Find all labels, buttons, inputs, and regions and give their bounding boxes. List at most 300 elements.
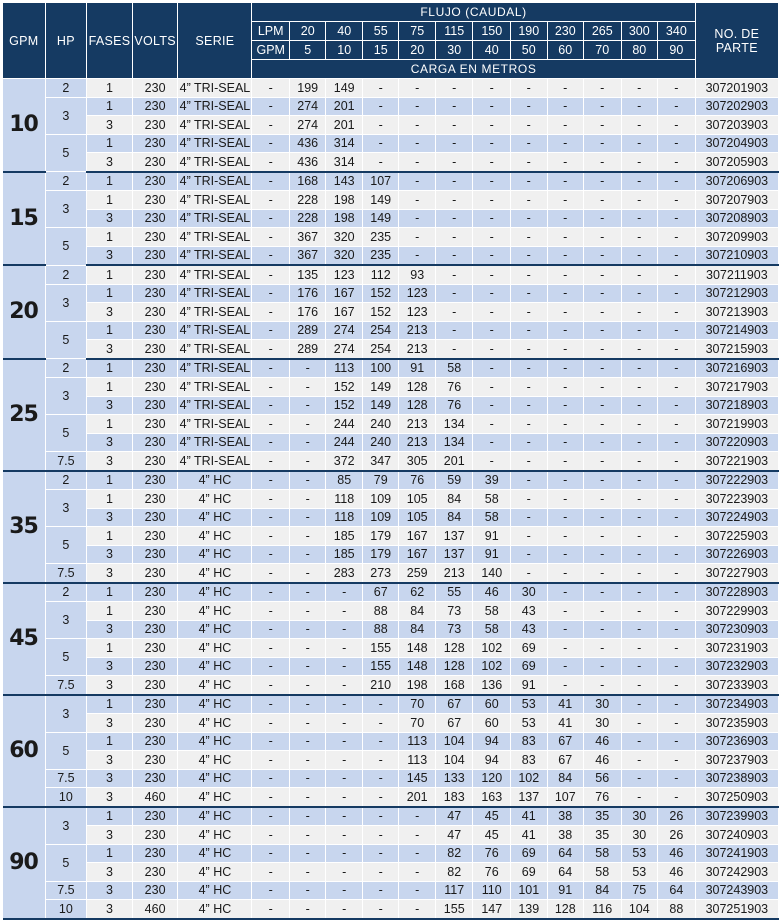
head-cell: - [511, 471, 548, 490]
lpm-value-header: 230 [547, 22, 584, 41]
head-cell: 58 [473, 508, 511, 527]
part-number-cell: 307201903 [695, 79, 778, 98]
serie-cell: 4” HC [178, 844, 252, 863]
head-cell: 155 [362, 657, 399, 676]
head-cell: - [511, 340, 548, 359]
head-cell: 91 [547, 881, 584, 900]
hp-cell: 3 [45, 191, 87, 228]
head-cell: - [289, 676, 326, 695]
head-cell: 123 [326, 265, 363, 284]
head-cell: 45 [473, 826, 511, 845]
head-cell: - [658, 769, 696, 788]
head-cell: - [399, 807, 436, 826]
hp-cell: 7.5 [45, 676, 87, 695]
hp-cell: 7.5 [45, 769, 87, 788]
gpm-group-cell: 25 [3, 359, 46, 471]
head-cell: - [473, 134, 511, 153]
volts-cell: 230 [132, 228, 178, 247]
table-row [3, 863, 779, 882]
serie-cell: 4” HC [178, 657, 252, 676]
head-cell: - [435, 191, 473, 210]
table-row [3, 657, 779, 676]
head-cell: - [289, 695, 326, 714]
head-cell: 117 [435, 881, 473, 900]
fases-cell: 1 [87, 415, 133, 434]
head-cell: - [511, 545, 548, 564]
head-cell: - [547, 620, 584, 639]
table-row [3, 79, 779, 98]
head-cell: - [435, 321, 473, 340]
head-cell: - [252, 545, 290, 564]
head-cell: - [473, 79, 511, 98]
head-cell: - [584, 191, 622, 210]
volts-column-header: VOLTS [132, 3, 178, 79]
table-row [3, 396, 779, 415]
head-cell: - [473, 116, 511, 135]
head-cell: 137 [435, 527, 473, 546]
head-cell: 201 [399, 788, 436, 807]
head-cell: - [435, 228, 473, 247]
gpm-group-cell: 35 [3, 471, 46, 583]
hp-cell: 3 [45, 284, 87, 321]
part-number-cell: 307219903 [695, 415, 778, 434]
head-cell: 135 [289, 265, 326, 284]
head-cell: 46 [584, 732, 622, 751]
head-cell: 163 [473, 788, 511, 807]
hp-cell: 5 [45, 732, 87, 769]
head-cell: 39 [473, 471, 511, 490]
hp-cell: 10 [45, 900, 87, 919]
volts-cell: 230 [132, 564, 178, 583]
table-row [3, 807, 779, 826]
fases-cell: 3 [87, 881, 133, 900]
head-cell: - [399, 844, 436, 863]
head-cell: - [252, 657, 290, 676]
gpm-value-header: 15 [362, 41, 399, 60]
hp-cell: 2 [45, 265, 87, 284]
head-cell: - [621, 714, 658, 733]
head-cell: 143 [326, 172, 363, 191]
head-cell: 289 [289, 321, 326, 340]
fases-cell: 3 [87, 545, 133, 564]
head-cell: - [547, 415, 584, 434]
head-cell: - [252, 863, 290, 882]
head-cell: - [252, 602, 290, 621]
head-cell: - [252, 471, 290, 490]
hp-cell: 5 [45, 527, 87, 564]
head-cell: - [658, 321, 696, 340]
head-cell: 367 [289, 228, 326, 247]
head-cell: - [658, 657, 696, 676]
head-cell: 110 [473, 881, 511, 900]
head-cell: - [362, 79, 399, 98]
head-cell: 149 [362, 378, 399, 397]
head-cell: 67 [362, 583, 399, 602]
part-number-column-header [695, 3, 778, 79]
lpm-label: LPM [252, 22, 290, 41]
part-number-cell: 307241903 [695, 844, 778, 863]
head-cell: 107 [362, 172, 399, 191]
head-cell: 213 [399, 433, 436, 452]
head-cell: - [658, 303, 696, 322]
fases-cell: 1 [87, 97, 133, 116]
head-cell: 30 [511, 583, 548, 602]
lpm-value-header: 340 [658, 22, 696, 41]
table-row [3, 97, 779, 116]
head-cell: - [511, 433, 548, 452]
hp-cell: 2 [45, 471, 87, 490]
fases-cell: 1 [87, 602, 133, 621]
head-cell: 88 [658, 900, 696, 919]
volts-cell: 230 [132, 807, 178, 826]
gpm-group-cell: 15 [3, 172, 46, 266]
head-cell: - [584, 583, 622, 602]
fases-cell: 1 [87, 79, 133, 98]
lpm-value-header: 40 [326, 22, 363, 41]
fases-cell: 3 [87, 769, 133, 788]
serie-cell: 4” HC [178, 602, 252, 621]
head-cell: - [362, 900, 399, 919]
head-cell: 84 [547, 769, 584, 788]
table-row [3, 303, 779, 322]
head-cell: - [252, 116, 290, 135]
head-cell: - [435, 265, 473, 284]
head-cell: - [511, 415, 548, 434]
head-cell: - [621, 639, 658, 658]
part-number-cell: 307237903 [695, 751, 778, 770]
head-cell: - [362, 714, 399, 733]
head-cell: - [511, 79, 548, 98]
head-cell: 228 [289, 209, 326, 228]
head-cell: - [621, 172, 658, 191]
head-cell: - [658, 134, 696, 153]
head-cell: - [621, 471, 658, 490]
part-number-cell: 307222903 [695, 471, 778, 490]
volts-cell: 230 [132, 583, 178, 602]
head-cell: 201 [326, 116, 363, 135]
head-cell: - [584, 116, 622, 135]
head-cell: - [621, 769, 658, 788]
volts-cell: 230 [132, 321, 178, 340]
gpm-column-header: GPM [3, 3, 46, 79]
head-cell: - [289, 657, 326, 676]
head-cell: 41 [547, 695, 584, 714]
head-cell: - [547, 303, 584, 322]
head-cell: 91 [399, 359, 436, 378]
head-cell: - [621, 153, 658, 172]
gpm-value-header: 90 [658, 41, 696, 60]
head-cell: 30 [621, 826, 658, 845]
head-cell: 152 [326, 396, 363, 415]
part-number-cell: 307236903 [695, 732, 778, 751]
head-cell: 176 [289, 284, 326, 303]
head-cell: - [621, 732, 658, 751]
head-cell: 176 [289, 303, 326, 322]
head-cell: - [658, 490, 696, 509]
head-cell: - [326, 788, 363, 807]
serie-cell: 4” HC [178, 508, 252, 527]
volts-cell: 230 [132, 396, 178, 415]
head-cell: - [252, 303, 290, 322]
head-cell: - [399, 153, 436, 172]
head-cell: - [511, 265, 548, 284]
head-cell: - [621, 284, 658, 303]
head-cell: 69 [511, 657, 548, 676]
serie-cell: 4” HC [178, 863, 252, 882]
head-cell: 67 [547, 751, 584, 770]
head-cell: 289 [289, 340, 326, 359]
head-cell: - [658, 340, 696, 359]
head-cell: 109 [362, 490, 399, 509]
head-cell: 30 [584, 695, 622, 714]
part-header-line1: NO. DE [714, 26, 760, 41]
fases-cell: 1 [87, 527, 133, 546]
head-cell: - [511, 378, 548, 397]
head-cell: 88 [362, 602, 399, 621]
head-cell: 179 [362, 545, 399, 564]
head-cell: - [252, 769, 290, 788]
table-row [3, 415, 779, 434]
head-cell: - [362, 788, 399, 807]
serie-cell: 4” HC [178, 714, 252, 733]
head-cell: - [326, 751, 363, 770]
head-cell: 149 [362, 396, 399, 415]
head-cell: - [621, 751, 658, 770]
head-cell: 91 [473, 545, 511, 564]
head-cell: - [621, 788, 658, 807]
head-cell: 179 [362, 527, 399, 546]
table-header [3, 3, 779, 79]
serie-cell: 4” HC [178, 826, 252, 845]
head-cell: 372 [326, 452, 363, 471]
head-cell: - [511, 452, 548, 471]
head-cell: 43 [511, 620, 548, 639]
hp-cell: 10 [45, 788, 87, 807]
head-cell: - [252, 97, 290, 116]
head-cell: 84 [435, 508, 473, 527]
head-cell: - [547, 657, 584, 676]
part-number-cell: 307243903 [695, 881, 778, 900]
head-cell: - [326, 657, 363, 676]
head-cell: 47 [435, 807, 473, 826]
head-cell: 118 [326, 508, 363, 527]
hp-cell: 3 [45, 97, 87, 134]
head-cell: 128 [435, 657, 473, 676]
part-number-cell: 307240903 [695, 826, 778, 845]
head-cell: - [511, 97, 548, 116]
head-cell: - [289, 359, 326, 378]
head-cell: - [362, 826, 399, 845]
head-cell: - [473, 415, 511, 434]
head-cell: 244 [326, 433, 363, 452]
head-cell: - [658, 714, 696, 733]
table-row [3, 564, 779, 583]
head-cell: - [435, 340, 473, 359]
head-cell: - [547, 564, 584, 583]
head-cell: - [252, 321, 290, 340]
head-cell: 152 [362, 284, 399, 303]
serie-cell: 4” TRI-SEAL [178, 134, 252, 153]
head-cell: - [362, 116, 399, 135]
head-cell: 235 [362, 246, 399, 265]
head-cell: - [252, 583, 290, 602]
head-cell: - [252, 807, 290, 826]
table-row [3, 116, 779, 135]
head-cell: 183 [435, 788, 473, 807]
head-cell: 30 [621, 807, 658, 826]
table-row [3, 284, 779, 303]
serie-cell: 4” HC [178, 527, 252, 546]
head-cell: - [511, 134, 548, 153]
head-cell: - [473, 378, 511, 397]
head-cell: - [289, 508, 326, 527]
head-cell: 102 [473, 639, 511, 658]
head-cell: - [658, 695, 696, 714]
volts-cell: 230 [132, 415, 178, 434]
head-cell: 94 [473, 732, 511, 751]
table-row [3, 751, 779, 770]
head-cell: - [252, 209, 290, 228]
serie-cell: 4” HC [178, 564, 252, 583]
head-cell: 185 [326, 527, 363, 546]
head-cell: 58 [584, 863, 622, 882]
gpm-group-cell: 10 [3, 79, 46, 172]
head-cell: - [547, 490, 584, 509]
part-number-cell: 307210903 [695, 246, 778, 265]
volts-cell: 230 [132, 97, 178, 116]
volts-cell: 230 [132, 284, 178, 303]
head-cell: - [547, 378, 584, 397]
part-number-cell: 307242903 [695, 863, 778, 882]
head-cell: 185 [326, 545, 363, 564]
head-cell: - [621, 228, 658, 247]
head-cell: 314 [326, 134, 363, 153]
head-cell: - [511, 172, 548, 191]
head-cell: - [658, 527, 696, 546]
lpm-value-header: 75 [399, 22, 436, 41]
head-cell: - [362, 732, 399, 751]
head-cell: - [473, 97, 511, 116]
head-cell: - [511, 284, 548, 303]
fases-cell: 3 [87, 116, 133, 135]
volts-cell: 230 [132, 527, 178, 546]
head-cell: 84 [584, 881, 622, 900]
table-row [3, 265, 779, 284]
head-cell: - [584, 657, 622, 676]
serie-cell: 4” TRI-SEAL [178, 378, 252, 397]
head-cell: 26 [658, 807, 696, 826]
head-cell: 320 [326, 228, 363, 247]
hp-cell: 2 [45, 172, 87, 191]
head-cell: 47 [435, 826, 473, 845]
head-cell: - [252, 134, 290, 153]
hp-cell: 3 [45, 378, 87, 415]
volts-cell: 230 [132, 620, 178, 639]
head-cell: - [252, 228, 290, 247]
volts-cell: 230 [132, 452, 178, 471]
hp-cell: 5 [45, 415, 87, 452]
head-cell: - [326, 900, 363, 919]
head-cell: 128 [399, 396, 436, 415]
head-cell: - [658, 620, 696, 639]
head-cell: 112 [362, 265, 399, 284]
table-row [3, 826, 779, 845]
head-cell: - [658, 751, 696, 770]
head-cell: - [399, 826, 436, 845]
head-cell: - [584, 340, 622, 359]
serie-cell: 4” TRI-SEAL [178, 284, 252, 303]
head-cell: - [362, 695, 399, 714]
head-cell: - [289, 788, 326, 807]
head-cell: 140 [473, 564, 511, 583]
head-cell: - [584, 209, 622, 228]
head-cell: - [511, 321, 548, 340]
head-cell: 91 [473, 527, 511, 546]
head-cell: 69 [511, 844, 548, 863]
head-cell: 45 [473, 807, 511, 826]
head-cell: 38 [547, 807, 584, 826]
volts-cell: 230 [132, 826, 178, 845]
head-cell: - [289, 881, 326, 900]
head-cell: 53 [511, 695, 548, 714]
table-row [3, 508, 779, 527]
head-cell: 58 [473, 490, 511, 509]
head-cell: - [621, 620, 658, 639]
head-cell: - [326, 881, 363, 900]
head-cell: 198 [326, 209, 363, 228]
gpm-value-header: 30 [435, 41, 473, 60]
head-cell: 213 [435, 564, 473, 583]
fases-cell: 1 [87, 490, 133, 509]
head-cell: - [584, 545, 622, 564]
head-cell: - [252, 881, 290, 900]
head-cell: 30 [584, 714, 622, 733]
head-cell: 148 [399, 639, 436, 658]
head-cell: 67 [435, 695, 473, 714]
head-cell: - [511, 303, 548, 322]
head-cell: - [621, 396, 658, 415]
head-cell: - [511, 564, 548, 583]
head-cell: - [289, 826, 326, 845]
fases-cell: 3 [87, 788, 133, 807]
head-cell: 73 [435, 620, 473, 639]
volts-cell: 230 [132, 433, 178, 452]
head-cell: 198 [326, 191, 363, 210]
head-cell: 85 [326, 471, 363, 490]
head-cell: 104 [435, 751, 473, 770]
head-cell: 436 [289, 153, 326, 172]
head-cell: - [547, 321, 584, 340]
gpm-group-cell: 90 [3, 807, 46, 919]
head-cell: - [658, 378, 696, 397]
head-cell: - [658, 583, 696, 602]
head-cell: 152 [362, 303, 399, 322]
head-cell: - [621, 676, 658, 695]
hp-cell: 2 [45, 359, 87, 378]
head-cell: - [584, 321, 622, 340]
head-cell: 116 [584, 900, 622, 919]
head-cell: - [399, 79, 436, 98]
head-cell: 167 [326, 303, 363, 322]
table-row [3, 639, 779, 658]
head-cell: 59 [435, 471, 473, 490]
head-cell: 123 [399, 303, 436, 322]
head-cell: - [252, 751, 290, 770]
part-number-cell: 307204903 [695, 134, 778, 153]
head-cell: - [252, 378, 290, 397]
gpm-value-header: 80 [621, 41, 658, 60]
head-cell: 75 [621, 881, 658, 900]
